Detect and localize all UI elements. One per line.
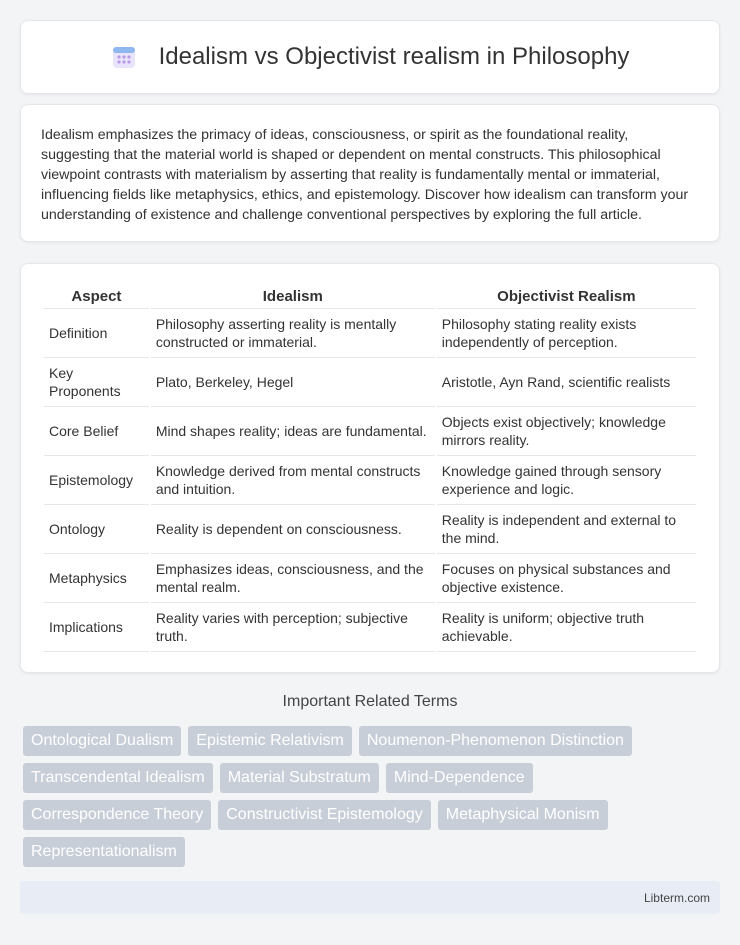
comparison-table-card xyxy=(20,263,720,673)
realism-cell: Reality is uniform; objective truth achievable. xyxy=(437,603,696,652)
related-term-tag[interactable]: Metaphysical Monism xyxy=(438,800,608,830)
table-header-row xyxy=(44,284,696,309)
table-row xyxy=(44,603,696,652)
idealism-cell: Knowledge derived from mental constructs and intuition. xyxy=(151,456,435,505)
table-row xyxy=(44,407,696,456)
row-aspect-cell: Implications xyxy=(44,603,149,652)
related-term-tag[interactable]: Material Substratum xyxy=(220,763,379,793)
idealism-cell: Reality is dependent on consciousness. xyxy=(151,505,435,554)
calendar-grid-icon xyxy=(111,44,137,70)
realism-cell: Focuses on physical substances and objective existence. xyxy=(437,554,696,603)
idealism-cell: Emphasizes ideas, consciousness, and the mental realm. xyxy=(151,554,435,603)
idealism-cell: Mind shapes reality; ideas are fundamental. xyxy=(151,407,435,456)
related-terms-title: Important Related Terms xyxy=(282,693,458,710)
intro-card xyxy=(20,104,720,242)
related-term-tag[interactable]: Transcendental Idealism xyxy=(23,763,213,793)
intro-paragraph: Idealism emphasizes the primacy of ideas, consciousness, or spirit as the foundational reality, suggesting that the material world is shaped or dependent on mental constructs. This philosophical viewpoint contrasts with materialism by asserting that reality is fundamentally mental or immaterial, influencing fields like metaphysics, ethics, and epistemology. Discover how idealism can transform your understanding of existence and challenge conventional perspectives by exploring the full article. xyxy=(41,127,689,223)
realism-cell: Reality is independent and external to the mind. xyxy=(437,505,696,554)
row-aspect-cell: Key Proponents xyxy=(44,358,149,407)
idealism-cell: Philosophy asserting reality is mentally constructed or immaterial. xyxy=(151,309,435,358)
column-header-aspect: Aspect xyxy=(44,284,149,309)
idealism-cell: Plato, Berkeley, Hegel xyxy=(151,358,435,407)
column-header-objectivist-realism: Objectivist Realism xyxy=(437,284,696,309)
related-term-tag[interactable]: Noumenon-Phenomenon Distinction xyxy=(359,726,632,756)
header-card xyxy=(20,20,720,94)
related-terms-list xyxy=(23,726,723,867)
table-row xyxy=(44,309,696,358)
realism-cell: Objects exist objectively; knowledge mirrors reality. xyxy=(437,407,696,456)
related-term-tag[interactable]: Mind-Dependence xyxy=(386,763,533,793)
related-term-tag[interactable]: Correspondence Theory xyxy=(23,800,211,830)
footer-site-link[interactable]: Libterm.com xyxy=(643,890,710,905)
realism-cell: Philosophy stating reality exists independently of perception. xyxy=(437,309,696,358)
row-aspect-cell: Definition xyxy=(44,309,149,358)
page-title: Idealism vs Objectivist realism in Philosophy xyxy=(158,43,630,70)
table-row xyxy=(44,358,696,407)
row-aspect-cell: Metaphysics xyxy=(44,554,149,603)
idealism-cell: Reality varies with perception; subjective truth. xyxy=(151,603,435,652)
column-header-idealism: Idealism xyxy=(151,284,435,309)
row-aspect-cell: Ontology xyxy=(44,505,149,554)
footer-bar xyxy=(20,881,720,914)
table-row xyxy=(44,554,696,603)
comparison-table xyxy=(42,284,698,652)
related-term-tag[interactable]: Representationalism xyxy=(23,837,185,867)
row-aspect-cell: Core Belief xyxy=(44,407,149,456)
realism-cell: Knowledge gained through sensory experience and logic. xyxy=(437,456,696,505)
related-term-tag[interactable]: Constructivist Epistemology xyxy=(218,800,431,830)
table-row xyxy=(44,505,696,554)
row-aspect-cell: Epistemology xyxy=(44,456,149,505)
related-term-tag[interactable]: Epistemic Relativism xyxy=(188,726,352,756)
realism-cell: Aristotle, Ayn Rand, scientific realists xyxy=(437,358,696,407)
related-term-tag[interactable]: Ontological Dualism xyxy=(23,726,181,756)
table-row xyxy=(44,456,696,505)
